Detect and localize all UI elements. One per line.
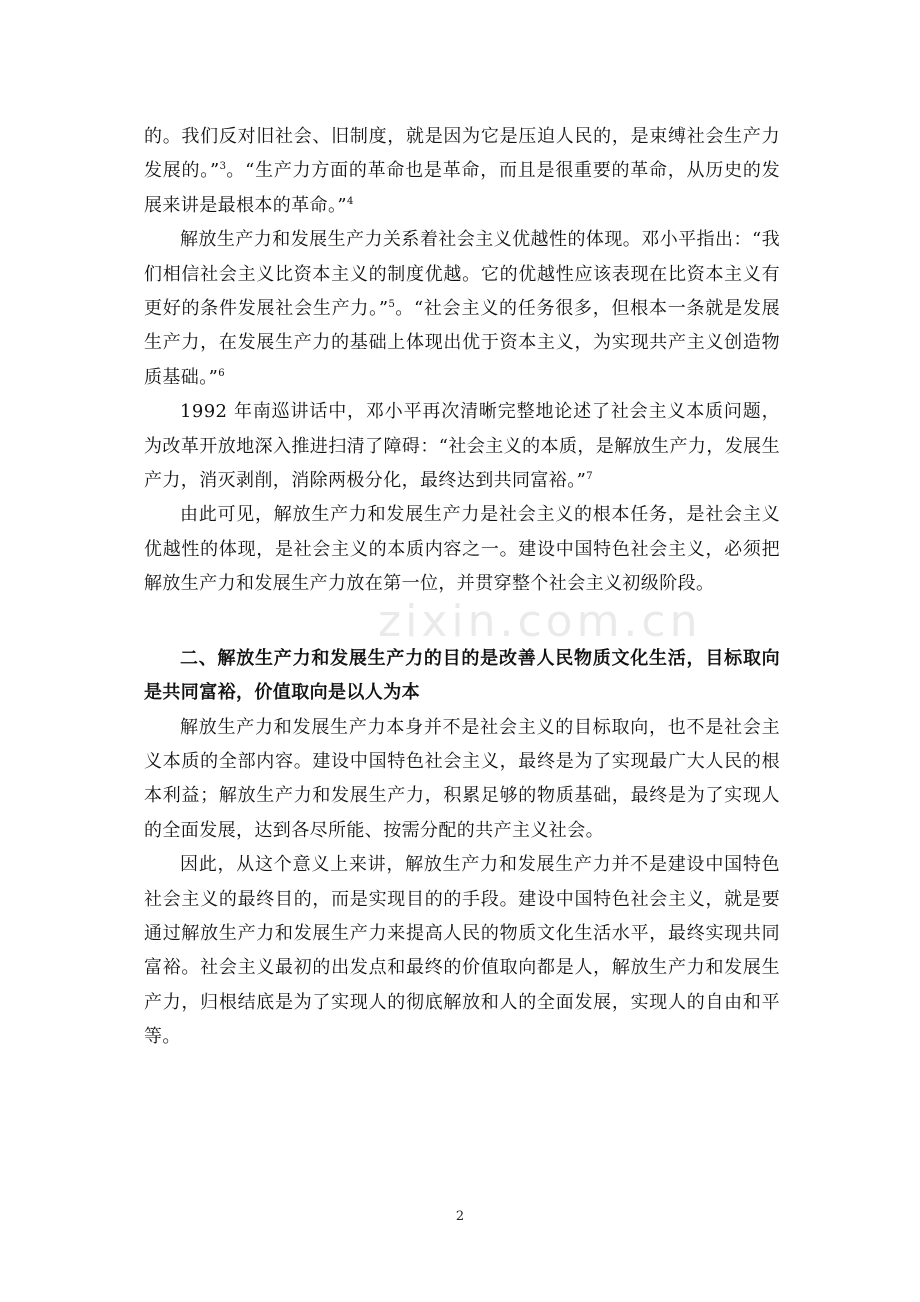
paragraph-text: 的。我们反对旧社会、旧制度，就是因为它是压迫人民的，是束缚社会生产力发展的。” — [144, 126, 780, 182]
body-paragraph — [144, 223, 780, 395]
paragraph-text: 解放生产力和发展生产力关系着社会主义优越性的体现。邓小平指出：“我们相信社会主义比资本主义的制度优越。它的优越性应该表现在比资本主义有更好的条件发展社会生产力。” — [144, 229, 780, 320]
footnote-ref[interactable]: 6 — [218, 367, 225, 379]
body-paragraph — [144, 848, 780, 1054]
paragraph-text: 二、解放生产力和发展生产力的目的是改善人民物质文化生活，目标取向是共同富裕，价值取向是以人为本 — [144, 647, 780, 704]
footnote-ref[interactable]: 5 — [388, 299, 395, 311]
footnote-ref[interactable]: 7 — [586, 471, 593, 483]
page-number: 2 — [455, 1209, 465, 1224]
footnote-ref[interactable]: 4 — [347, 195, 354, 207]
paragraph-text: 。“生产力方面的革命也是革命，而且是很重要的革命，从历史的发展来讲是最根本的革命。” — [144, 160, 780, 216]
body-paragraph — [144, 711, 780, 849]
paragraph-text: 。“社会主义的任务很多，但根本一条就是发展生产力，在发展生产力的基础上体现出优于资本主义，为实现共产主义创造物质基础。” — [144, 298, 780, 388]
body-paragraph — [144, 120, 780, 223]
body-paragraph — [144, 498, 780, 601]
watermark: zixin.com.cn — [378, 596, 702, 647]
section-heading — [144, 642, 780, 711]
paragraph-text: 1992 年南巡讲话中，邓小平再次清晰完整地论述了社会主义本质问题，为改革开放地深入推进扫清了障碍：“社会主义的本质，是解放生产力，发展生产力，消灭剥削，消除两极分化，最终达到共同富裕。” — [144, 401, 780, 492]
footnote-ref[interactable]: 3 — [219, 161, 227, 173]
paragraph-text: 由此可见，解放生产力和发展生产力是社会主义的根本任务，是社会主义优越性的体现，是社会主义的本质内容之一。建设中国特色社会主义，必须把解放生产力和发展生产力放在第一位，并贯穿整个社会主义初级阶段。 — [144, 504, 780, 595]
paragraph-text: 因此，从这个意义上来讲，解放生产力和发展生产力并不是建设中国特色社会主义的最终目的，而是实现目的的手段。建设中国特色社会主义，就是要通过解放生产力和发展生产力来提高人民的物质文化生活水平，最终实现共同富裕。社会主义最初的出发点和最终的价值取向都是人，解放生产力和发展生产力，归根结底是为了实现人的彻底解放和人的全面发展，实现人的自由和平等。 — [144, 854, 780, 1048]
paragraph-text: 解放生产力和发展生产力本身并不是社会主义的目标取向，也不是社会主义本质的全部内容。建设中国特色社会主义，最终是为了实现最广大人民的根本利益；解放生产力和发展生产力，积累足够的物质基础，最终是为了实现人的全面发展，达到各尽所能、按需分配的共产主义社会。 — [144, 716, 780, 841]
body-paragraph — [144, 395, 780, 498]
document-body — [144, 120, 780, 1055]
